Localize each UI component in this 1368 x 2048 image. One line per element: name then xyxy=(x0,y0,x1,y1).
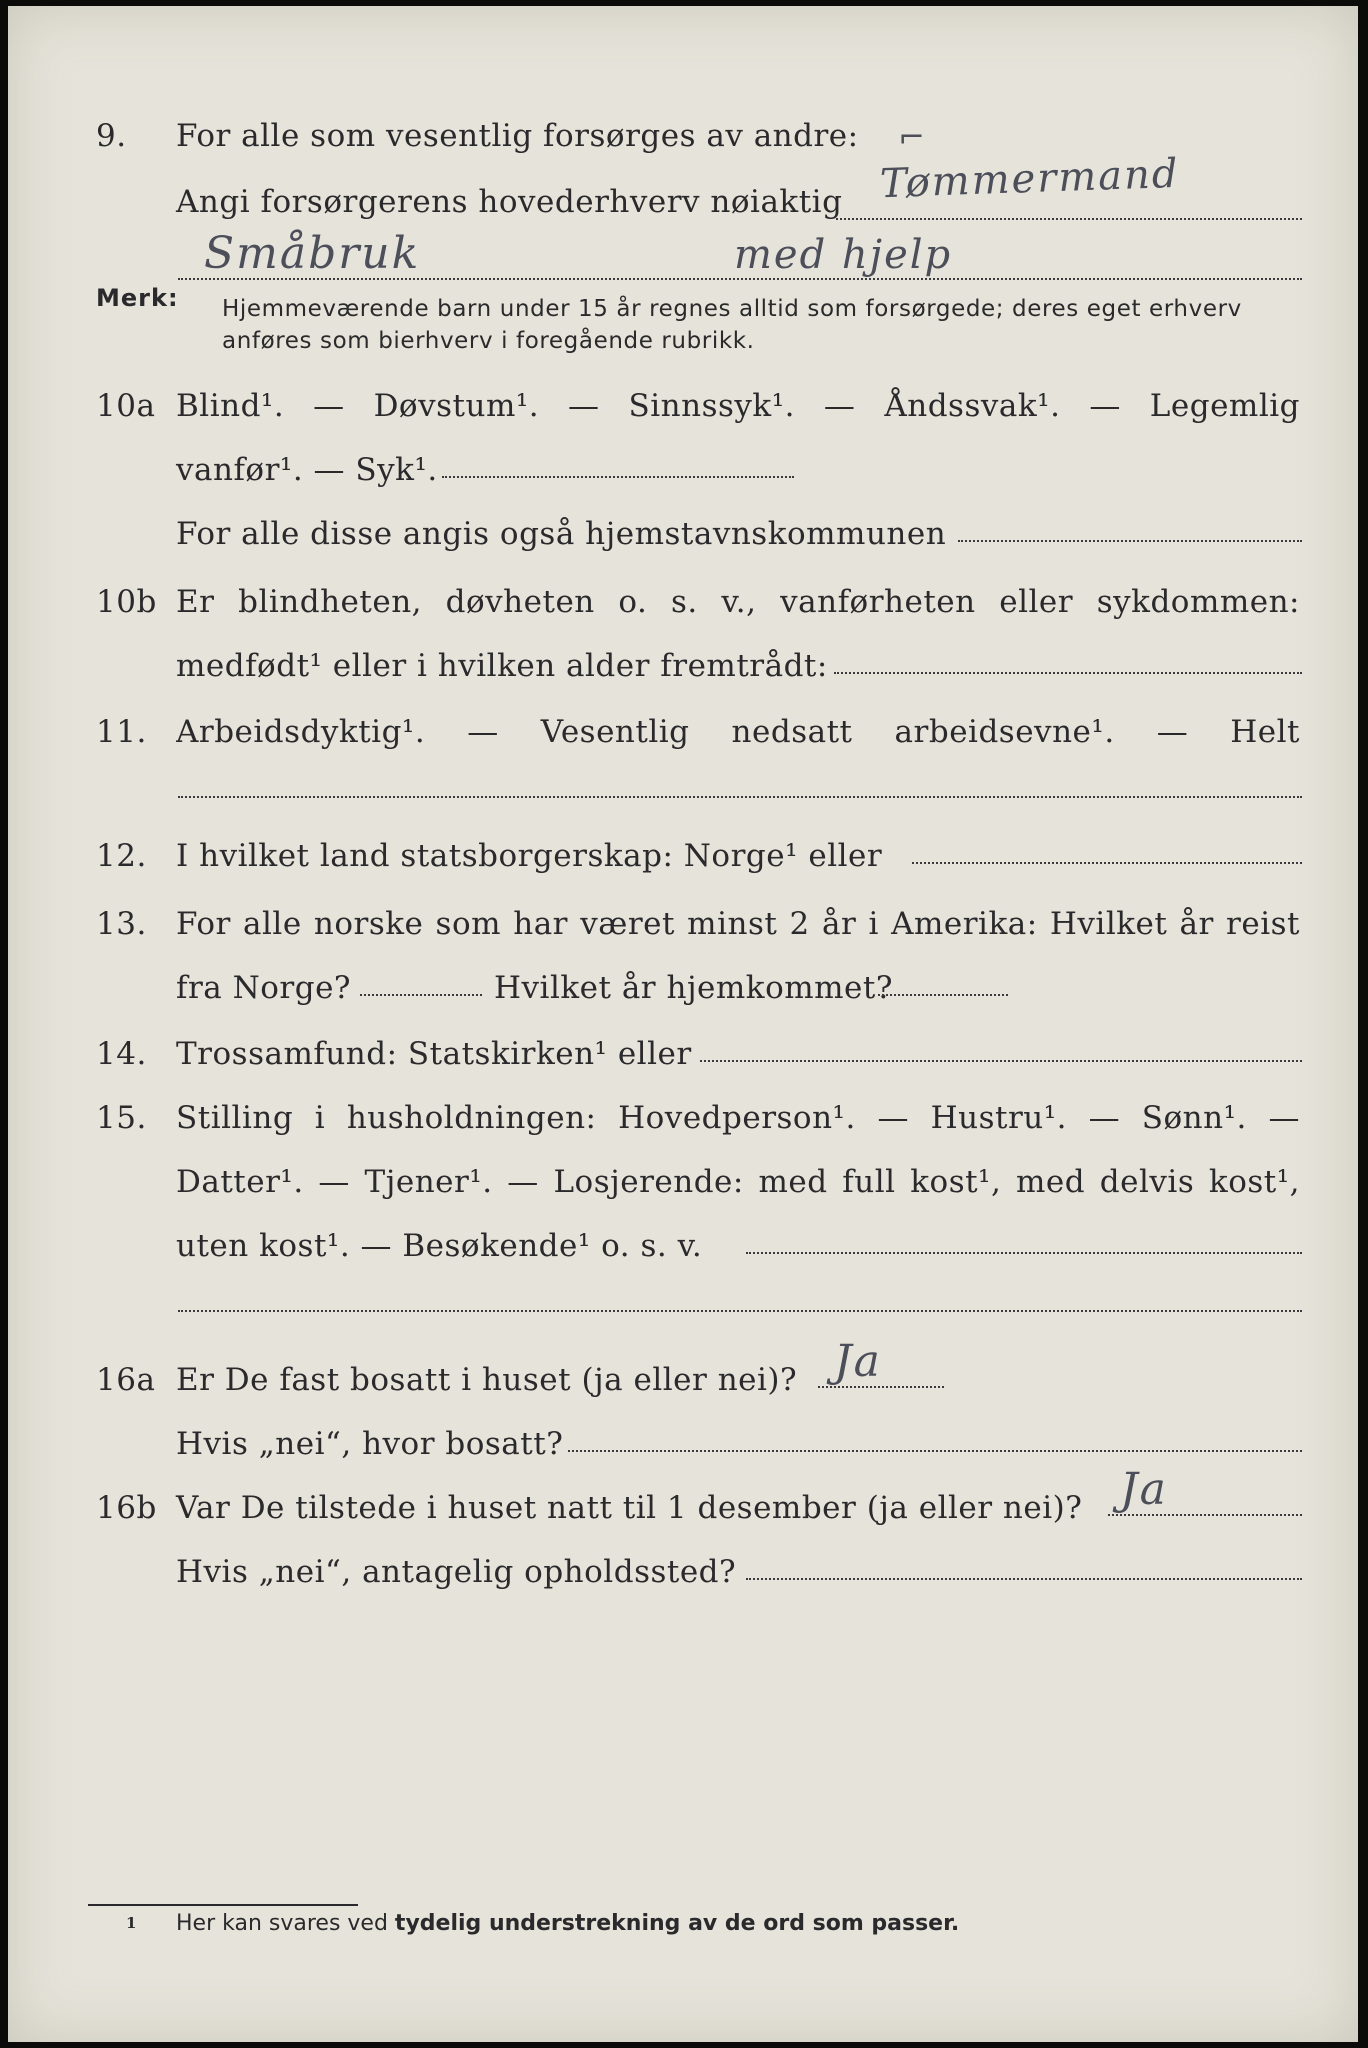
q15-number: 15. xyxy=(96,1100,147,1136)
merk-text-1: Hjemmeværende barn under 15 år regnes alltid som forsørgede; deres eget erhverv xyxy=(222,296,1242,322)
q14-line-1: Trossamfund: Statskirken¹ eller xyxy=(176,1036,692,1072)
footnote-text-b: tydelig understrekning av de ord som passer. xyxy=(394,1911,960,1936)
q16a-line-1: Er De fast bosatt i huset (ja eller nei)? xyxy=(176,1362,798,1398)
q16b-whereabouts-line[interactable] xyxy=(746,1578,1302,1580)
q9-handwritten-mark: ⌐ xyxy=(898,118,927,156)
q11-row-1 xyxy=(8,706,1358,758)
q15-answer-line-2[interactable] xyxy=(178,1310,1302,1312)
q10a-line-2: vanfør¹. — Syk¹. xyxy=(176,452,438,488)
q16b-handwritten-answer: Ja xyxy=(1120,1464,1168,1515)
q10a-row-2 xyxy=(8,444,1358,496)
q12-line-1: I hvilket land statsborgerskap: Norge¹ eller xyxy=(176,838,883,874)
q12-row-1 xyxy=(8,830,1358,882)
q13-line-2b: Hvilket år hjemkommet? xyxy=(494,970,893,1006)
footnote-text-a: Her kan svares ved xyxy=(176,1911,395,1936)
q11-answer-line[interactable] xyxy=(178,796,1302,798)
q10a-row-3 xyxy=(8,508,1358,560)
q14-denomination-line[interactable] xyxy=(700,1060,1302,1062)
footnote-mark: 1 xyxy=(126,1914,137,1932)
q16a-line-2: Hvis „nei“, hvor bosatt? xyxy=(176,1426,564,1462)
q11-line-1: Arbeidsdyktig¹. — Vesentlig nedsatt arbeidsevne¹. — Helt xyxy=(176,714,1300,750)
q13-number: 13. xyxy=(96,906,147,942)
q16b-line-1: Var De tilstede i huset natt til 1 desember (ja eller nei)? xyxy=(176,1490,1083,1526)
q13-row-1 xyxy=(8,898,1358,950)
q15-answer-line-1[interactable] xyxy=(746,1252,1302,1254)
q15-line-3: uten kost¹. — Besøkende¹ o. s. v. xyxy=(176,1228,703,1264)
q10a-sick-answer-line[interactable] xyxy=(442,476,794,478)
merk-label: Merk: xyxy=(96,284,179,312)
q10a-line-3: For alle disse angis også hjemstavnskommunen xyxy=(176,516,947,552)
q15-row-2 xyxy=(8,1156,1358,1208)
q12-citizenship-answer-line[interactable] xyxy=(912,862,1302,864)
q10a-home-municipality-line[interactable] xyxy=(958,540,1302,542)
q9-number: 9. xyxy=(96,118,127,154)
q13-year-left-line[interactable] xyxy=(360,994,482,996)
q10b-line-2: medfødt¹ eller i hvilken alder fremtrådt: xyxy=(176,648,828,684)
q9-line-1: For alle som vesentlig forsørges av andre: xyxy=(176,118,859,154)
q14-row-1 xyxy=(8,1028,1358,1080)
q10a-number: 10a xyxy=(96,388,156,424)
q15-line-2: Datter¹. — Tjener¹. — Losjerende: med full kost¹, med delvis kost¹, xyxy=(176,1164,1300,1200)
q9-line-2: Angi forsørgerens hovederhverv nøiaktig xyxy=(176,184,843,220)
q9-handwritten-occupation: Tømmermand xyxy=(879,150,1181,208)
q13-year-returned-line[interactable] xyxy=(878,994,1008,996)
q12-number: 12. xyxy=(96,838,147,874)
q9-answer-line-1[interactable] xyxy=(836,218,1302,220)
q15-row-1 xyxy=(8,1092,1358,1144)
census-form-page xyxy=(8,6,1358,2042)
q10b-row-2 xyxy=(8,640,1358,692)
q15-line-1: Stilling i husholdningen: Hovedperson¹. — Hustru¹. — Sønn¹. — xyxy=(176,1100,1300,1136)
q13-line-2a: fra Norge? xyxy=(176,970,352,1006)
q16b-row-2 xyxy=(8,1546,1358,1598)
q10a-line-1: Blind¹. — Døvstum¹. — Sinnssyk¹. — Åndssvak¹. — Legemlig xyxy=(176,388,1300,424)
q16a-number: 16a xyxy=(96,1362,156,1398)
q16a-row-1 xyxy=(8,1354,1358,1406)
q9-handwritten-smallholding: Småbruk xyxy=(204,228,421,279)
q16b-line-2: Hvis „nei“, antagelig opholdssted? xyxy=(176,1554,737,1590)
q10b-answer-line[interactable] xyxy=(834,672,1302,674)
q10b-number: 10b xyxy=(96,584,157,620)
q10b-line-1: Er blindheten, døvheten o. s. v., vanførheten eller sykdommen: xyxy=(176,584,1300,620)
q9-handwritten-with-help: med hjelp xyxy=(734,232,953,278)
q16a-handwritten-answer: Ja xyxy=(834,1336,882,1387)
merk-text-2: anføres som bierhverv i foregående rubrikk. xyxy=(222,328,755,354)
q16a-row-2 xyxy=(8,1418,1358,1470)
q10a-row-1 xyxy=(8,380,1358,432)
q9-answer-line-2[interactable] xyxy=(178,278,1302,280)
q16b-number: 16b xyxy=(96,1490,157,1526)
q15-row-3 xyxy=(8,1220,1358,1272)
q13-line-1: For alle norske som har været minst 2 år i Amerika: Hvilket år reist xyxy=(176,906,1300,942)
footnote-divider xyxy=(88,1904,358,1906)
q16a-residence-line[interactable] xyxy=(568,1450,1302,1452)
q10b-row-1 xyxy=(8,576,1358,628)
q13-row-2 xyxy=(8,962,1358,1014)
q11-number: 11. xyxy=(96,714,147,750)
footnote xyxy=(176,1911,959,1936)
q14-number: 14. xyxy=(96,1036,147,1072)
